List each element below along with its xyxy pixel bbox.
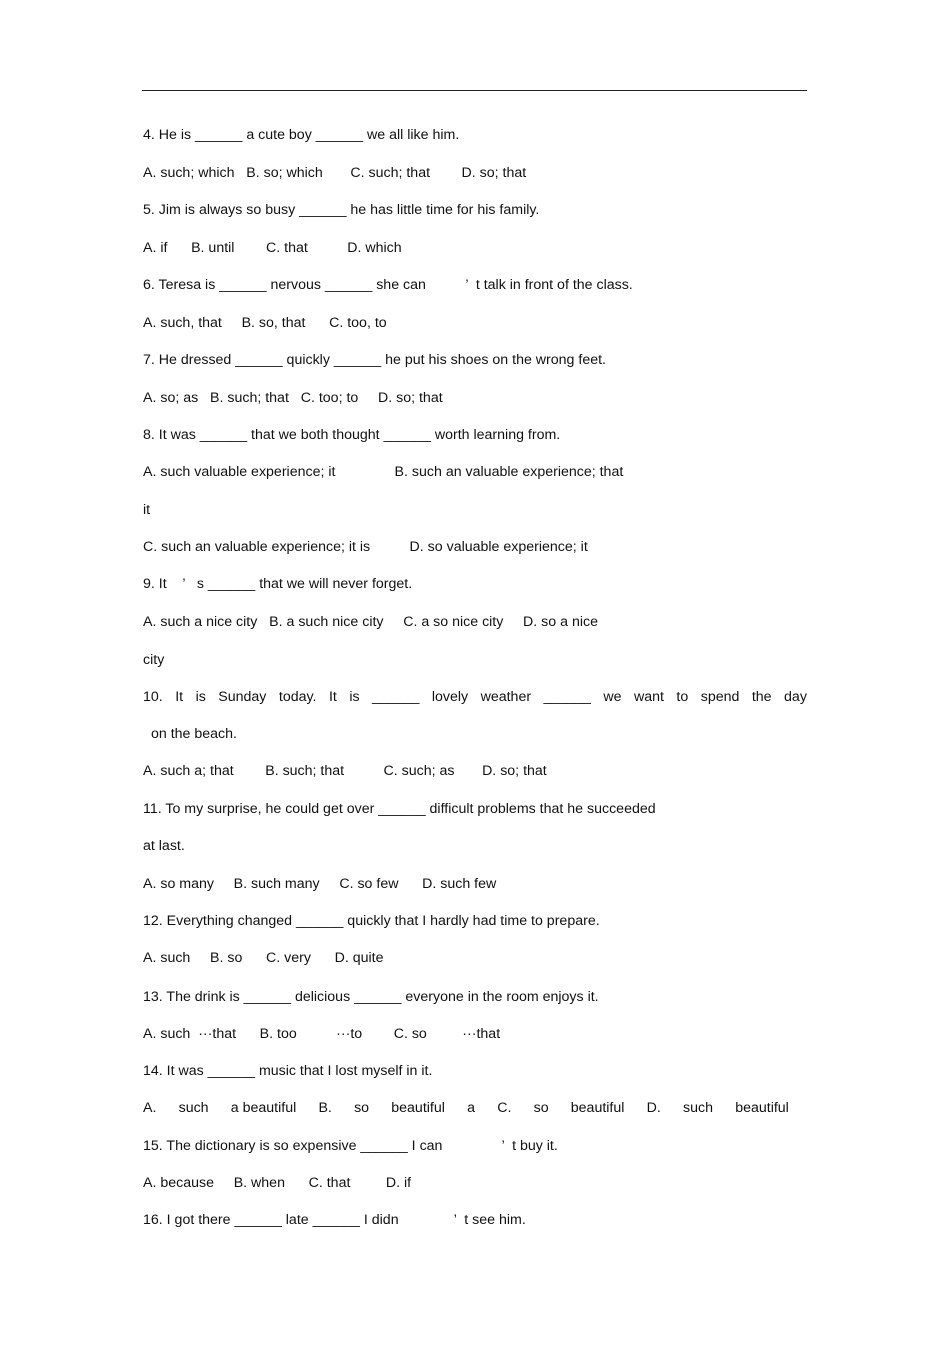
question-15: 15. The dictionary is so expensive ______ I can ’ t buy it. (143, 1138, 558, 1154)
q10-word: weather (480, 689, 532, 705)
options-11: A. so many B. such many C. so few D. such few (143, 876, 497, 892)
options-8-ab: A. such valuable experience; it B. such an valuable experience; that (143, 464, 624, 480)
question-5: 5. Jim is always so busy ______ he has little time for his family. (143, 202, 540, 218)
question-9: 9. It ’ s ______ that we will never forget. (143, 576, 413, 592)
q14-option: A. (143, 1100, 157, 1116)
q10-word: to (676, 689, 689, 705)
q14-option: beautiful (570, 1100, 625, 1116)
q14-option: such (178, 1100, 209, 1116)
question-12: 12. Everything changed ______ quickly that I hardly had time to prepare. (143, 913, 600, 929)
options-7: A. so; as B. such; that C. too; to D. so; that (143, 390, 443, 406)
options-9-wrap: city (143, 652, 165, 668)
q14-option: a (467, 1100, 475, 1116)
options-6: A. such, that B. so, that C. too, to (143, 315, 387, 331)
q14-option: such (683, 1100, 713, 1116)
options-8-wrap: it (143, 502, 151, 518)
q10-word: we (603, 689, 622, 705)
q10-word: It (328, 689, 337, 705)
q10-word: It (175, 689, 184, 705)
question-11: 11. To my surprise, he could get over ______ difficult problems that he succeeded (143, 801, 656, 817)
q10-word: spend (700, 689, 740, 705)
question-16: 16. I got there ______ late ______ I didn ’ t see him. (143, 1212, 526, 1228)
question-8: 8. It was ______ that we both thought ______ worth learning from. (143, 427, 561, 443)
q10-word: 10. (143, 689, 163, 705)
q10-blank: ______ (372, 689, 420, 705)
q10-word: want (633, 689, 664, 705)
header-rule (142, 90, 807, 91)
question-13: 13. The drink is ______ delicious ______ everyone in the room enjoys it. (143, 989, 599, 1005)
q14-option: a beautiful (230, 1100, 297, 1116)
options-4: A. such; which B. so; which C. such; that D. so; that (143, 165, 527, 181)
options-12: A. such B. so C. very D. quite (143, 950, 384, 966)
q14-option: beautiful (391, 1100, 445, 1116)
question-4: 4. He is ______ a cute boy ______ we all like him. (143, 127, 460, 143)
q14-option: D. (646, 1100, 661, 1116)
options-15: A. because B. when C. that D. if (143, 1175, 412, 1191)
q10-word: day (784, 689, 807, 705)
q14-option: so (533, 1100, 549, 1116)
q10-word: is (195, 689, 206, 705)
question-6: 6. Teresa is ______ nervous ______ she can ’ t talk in front of the class. (143, 277, 633, 293)
q10-word: Sunday (218, 689, 267, 705)
options-14 (143, 1099, 789, 1117)
question-7: 7. He dressed ______ quickly ______ he put his shoes on the wrong feet. (143, 352, 606, 368)
q10-word: is (349, 689, 360, 705)
question-10-wrap: on the beach. (151, 726, 237, 742)
question-10 (143, 688, 807, 706)
q14-option: C. (497, 1100, 512, 1116)
q10-word: today. (278, 689, 317, 705)
options-5: A. if B. until C. that D. which (143, 240, 402, 256)
question-14: 14. It was ______ music that I lost myself in it. (143, 1063, 433, 1079)
options-10: A. such a; that B. such; that C. such; as D. so; that (143, 763, 547, 779)
options-13: A. such ···that B. too ···to C. so ···that (143, 1026, 501, 1042)
options-8-cd: C. such an valuable experience; it is D. so valuable experience; it (143, 539, 588, 555)
q14-option: B. (318, 1100, 332, 1116)
q10-word: lovely (431, 689, 469, 705)
q10-word: the (751, 689, 772, 705)
q14-option: beautiful (735, 1100, 789, 1116)
q10-blank: ______ (543, 689, 591, 705)
q14-option: so (354, 1100, 370, 1116)
options-9: A. such a nice city B. a such nice city C. a so nice city D. so a nice (143, 614, 598, 630)
question-11-wrap: at last. (143, 838, 185, 854)
